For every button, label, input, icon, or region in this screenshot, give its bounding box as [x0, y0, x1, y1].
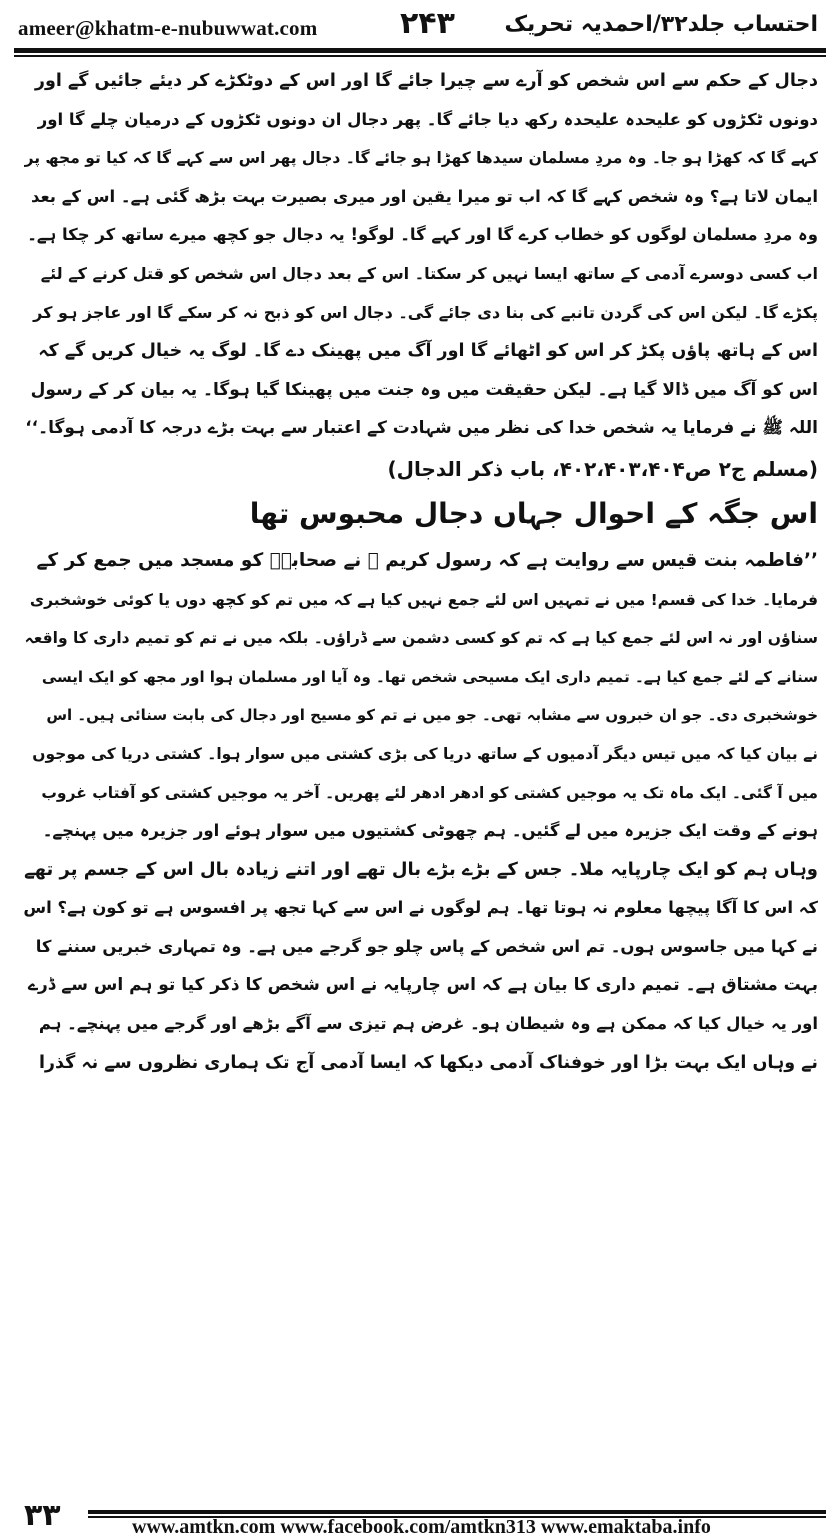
- header-rule-thick: [14, 48, 826, 53]
- citation: (مسلم ج۲ ص۴۰۲،۴۰۳،۴۰۴، باب ذکر الدجال): [387, 456, 818, 481]
- header-email[interactable]: ameer@khatm-e-nubuwwat.com: [18, 16, 318, 40]
- page-body: [22, 62, 818, 1082]
- text-line: دجال کے حکم سے اس شخص کو آرے سے چیرا جائے گا اور اس کے دوٹکڑے کر دیئے جائیں گے اور: [34, 71, 818, 91]
- text-line: سناؤں اور نہ اس لئے جمع کیا ہے کہ تم کو کسی دشمن سے ڈراؤں۔ بلکہ میں نے تم کو تمیم داری کا واقعہ: [24, 629, 818, 648]
- text-line: کہ اس کا آگا پیچھا معلوم نہ ہوتا تھا۔ ہم لوگوں نے اس سے کہا تجھ پر افسوس ہے تو کون ہے؟ اس: [23, 898, 818, 918]
- text-line: اب کسی دوسرے آدمی کے ساتھ ایسا نہیں کر سکتا۔ اس کے بعد دجال اس شخص کو قتل کرنے کے لئے: [40, 263, 818, 283]
- footer-links[interactable]: www.amtkn.com www.facebook.com/amtkn313 www.emaktaba.info: [132, 1516, 711, 1538]
- text-line: نے وہاں ایک بہت بڑا اور خوفناک آدمی دیکھا کہ ایسا آدمی آج تک ہماری نظروں سے نہ گذرا: [38, 1052, 818, 1073]
- text-line: پکڑے گا۔ لیکن اس کی گردن تانبے کی بنا دی جائے گی۔ دجال اس کو ذبح نہ کر سکے گا اور عاجز ہو کر: [33, 302, 818, 322]
- text-line: وہ مردِ مسلمان لوگوں کو خطاب کرے گا اور کہے گا۔ لوگو! یہ دجال جو کچھ میرے ساتھ کر چکا ہے۔: [27, 225, 818, 245]
- text-line: وہاں ہم کو ایک چارپایہ ملا۔ جس کے بڑے بڑے بال تھے اور اتنے زیادہ بال اس کے جسم پر تھے: [24, 858, 818, 880]
- text-line: فرمایا۔ خدا کی قسم! میں نے تمہیں اس لئے جمع نہیں کیا ہے کہ میں تم کو کچھ دوں یا کوئی خوشخبری: [29, 590, 818, 609]
- text-line: نے بیان کیا کہ میں تیس دیگر آدمیوں کے ساتھ دریا کی بڑی کشتی میں سوار ہوا۔ کشتی دریا کی موجوں: [32, 744, 818, 763]
- text-line: اللہ ﷺ نے فرمایا یہ شخص خدا کی نظر میں شہادت کے اعتبار سے بہت بڑے درجہ کا آدمی ہوگا۔‘‘: [25, 418, 818, 439]
- page-footer: [14, 1498, 826, 1538]
- section-heading: اس جگہ کے احوال جہاں دجال محبوس تھا: [249, 496, 818, 530]
- footer-rule-thick: [88, 1510, 826, 1514]
- text-line: خوشخبری دی۔ جو ان خبروں سے مشابہ تھی۔ جو میں نے تم کو مسیح اور دجال کی بابت سنائی ہیں۔ اس: [46, 706, 818, 725]
- text-line: سنانے کے لئے جمع کیا ہے۔ تمیم داری ایک مسیحی شخص تھا۔ وہ آیا اور مسلمان ہوا اور مجھ کو ایک ایسی: [41, 667, 818, 686]
- text-line: دونوں ٹکڑوں کو علیحدہ علیحدہ رکھ دیا جائے گا۔ پھر دجال ان دونوں ٹکڑوں کے درمیان چلے گا اور: [37, 109, 818, 129]
- text-line: نے کہا میں جاسوس ہوں۔ تم اس شخص کے پاس چلو جو گرجے میں ہے۔ وہ تمہاری خبریں سننے کا: [35, 936, 818, 956]
- text-line: ’’فاطمہ بنت قیس سے روایت ہے کہ رسول کریم ﷺ نے صحابہؓ کو مسجد میں جمع کر کے: [36, 549, 818, 571]
- text-line: اور یہ خیال کیا کہ ممکن ہے وہ شیطان ہو۔ غرض ہم تیزی سے آگے بڑھے اور گرجے میں پہنچے۔ ہم: [38, 1014, 818, 1034]
- text-line: بہت مشتاق ہے۔ تمیم داری کا بیان ہے کہ اس چارپایہ نے اس شخص کا ذکر کیا تو ہم اس سے ڈرے: [28, 975, 818, 996]
- paragraph-hadith-dajjal-martyr: [22, 62, 818, 448]
- text-line: ایمان لاتا ہے؟ وہ شخص کہے گا کہ اب تو میرا یقین اور میری بصیرت بہت بڑھ گئی ہے۔ اس کے بعد: [30, 186, 818, 206]
- text-line: اس کو آگ میں ڈالا گیا ہے۔ لیکن حقیقت میں وہ جنت میں پھینکا گیا ہوگا۔ یہ بیان کر کے رسول: [30, 379, 818, 400]
- text-line: میں آ گئی۔ ایک ماہ تک یہ موجیں کشتی کو ادھر ادھر لئے پھریں۔ آخر یہ موجیں کشتی کو آفتاب غروب: [41, 783, 818, 802]
- paragraph-tamim-dari: [22, 542, 818, 1082]
- text-line: کہے گا کہ کھڑا ہو جا۔ وہ مردِ مسلمان سیدھا کھڑا ہو جائے گا۔ دجال پھر اس سے کہے گا کہ کیا تو مجھ پر: [24, 149, 818, 168]
- text-line: اس کے ہاتھ پاؤں پکڑ کر اس کو اٹھائے گا اور آگ میں پھینک دے گا۔ لوگ یہ خیال کریں گے کہ: [38, 341, 818, 362]
- page-header: [18, 6, 818, 46]
- header-page-number: ۲۴۳: [400, 6, 455, 41]
- footer-page-number: ۳۳: [24, 1498, 61, 1533]
- header-book-title: احتساب جلد۳۲/احمدیہ تحریک: [504, 12, 818, 37]
- text-line: ہونے کے وقت ایک جزیرہ میں لے گئیں۔ ہم چھوٹی کشتیوں میں سوار ہوئے اور جزیرہ میں پہنچے۔: [42, 821, 818, 841]
- header-rule-thin: [14, 55, 826, 57]
